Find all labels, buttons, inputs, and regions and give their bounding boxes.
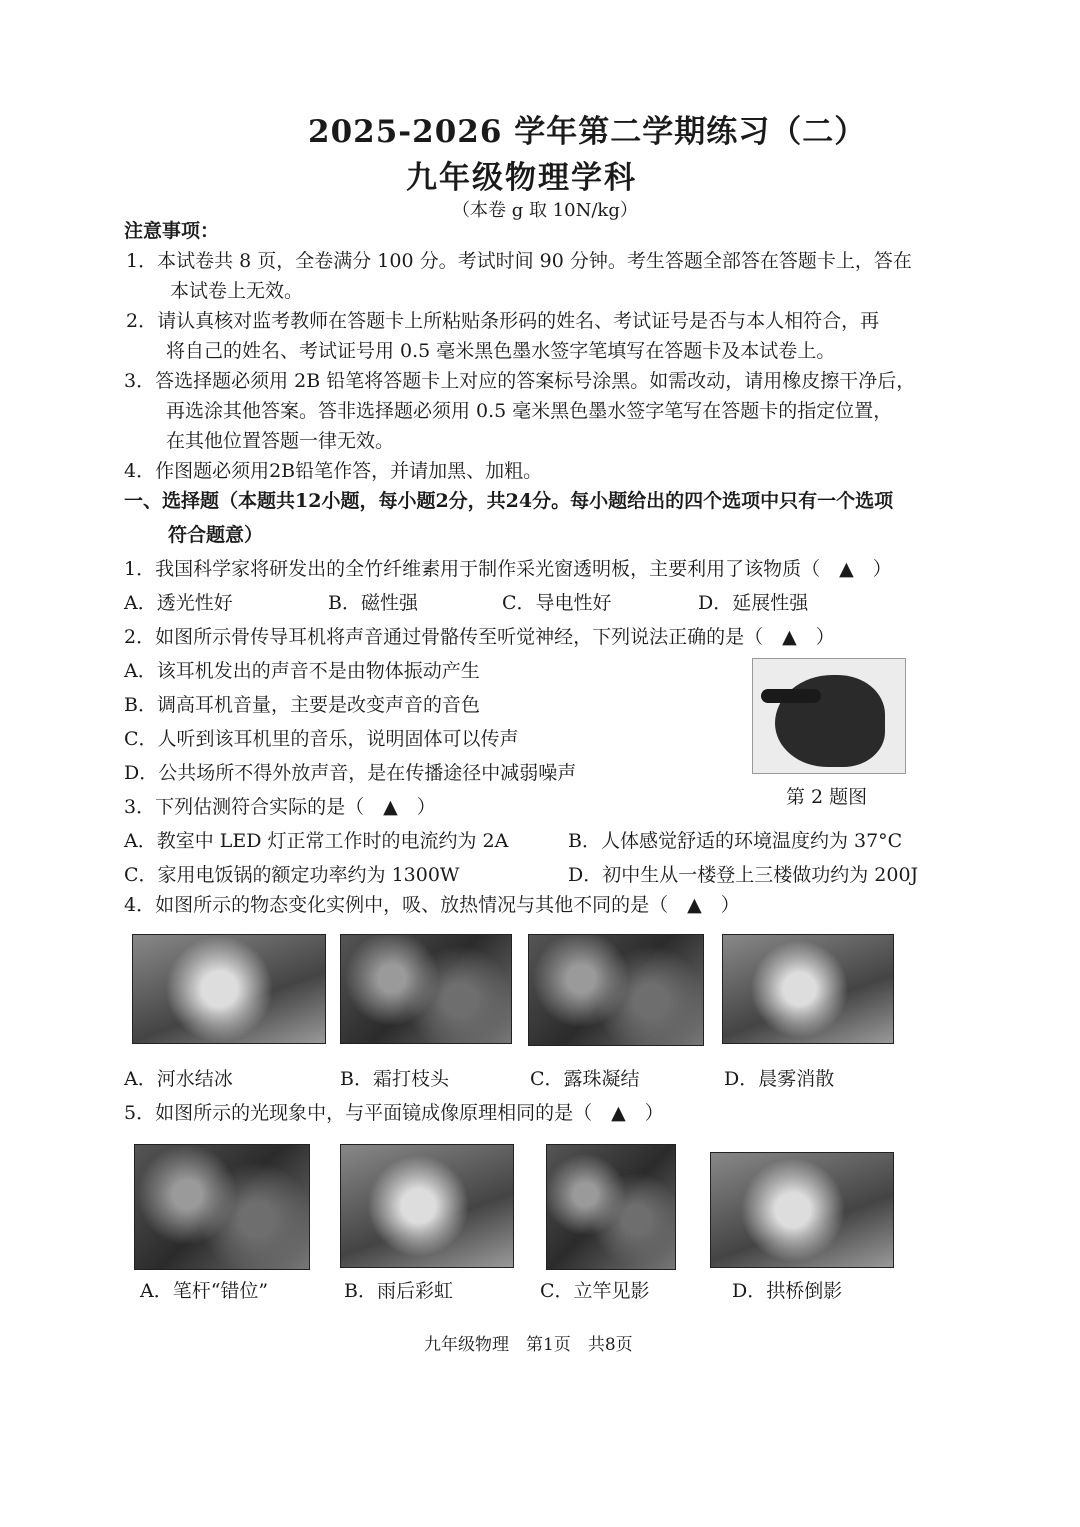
q4-option-d: D．晨雾消散: [724, 1068, 835, 1090]
q4-option-a: A．河水结冰: [124, 1068, 233, 1090]
q2-stem: 2．如图所示骨传导耳机将声音通过骨骼传至听觉神经，下列说法正确的是（ ▲ ）: [124, 626, 835, 648]
q5-figure-b: [340, 1144, 514, 1268]
exam-subtitle: 九年级物理学科: [406, 160, 637, 196]
notice-2-line-2: 将自己的姓名、考试证号用 0.5 毫米黑色墨水签字笔填写在答题卡及本试卷上。: [166, 340, 836, 362]
q1-stem: 1．我国科学家将研发出的全竹纤维素用于制作采光窗透明板，主要利用了该物质（ ▲ ）: [124, 558, 892, 580]
page-footer: 九年级物理 第1页 共8页: [424, 1335, 633, 1355]
notice-1-line-2: 本试卷上无效。: [170, 280, 304, 302]
q5-option-c: C．立竿见影: [540, 1280, 650, 1302]
q4-option-c: C．露珠凝结: [530, 1068, 640, 1090]
q4-figure-d: [722, 934, 894, 1044]
notice-3-line-1: 3．答选择题必须用 2B 铅笔将答题卡上对应的答案标号涂黑。如需改动，请用橡皮擦干净后，: [124, 370, 916, 392]
q2-option-c: C．人听到该耳机里的音乐，说明固体可以传声: [124, 728, 519, 750]
q2-option-a: A．该耳机发出的声音不是由物体振动产生: [124, 660, 480, 682]
q5-option-a: A．笔杆“错位”: [140, 1280, 269, 1302]
notice-3-line-3: 在其他位置答题一律无效。: [166, 430, 395, 452]
notice-2-line-1: 2．请认真核对监考教师在答题卡上所粘贴条形码的姓名、考试证号是否与本人相符合，再: [126, 310, 880, 332]
q2-headphone-figure: [752, 658, 906, 774]
q3-stem: 3．下列估测符合实际的是（ ▲ ）: [124, 796, 436, 818]
notice-1-line-1: 1．本试卷共 8 页，全卷满分 100 分。考试时间 90 分钟。考生答题全部答在答题卡上，答在: [126, 250, 912, 272]
q3-option-d: D．初中生从一楼登上三楼做功约为 200J: [568, 864, 919, 886]
q2-option-d: D．公共场所不得外放声音，是在传播途径中减弱噪声: [124, 762, 577, 784]
q3-option-b: B．人体感觉舒适的环境温度约为 37°C: [568, 830, 903, 852]
q5-figure-c: [546, 1144, 676, 1270]
q5-stem: 5．如图所示的光现象中，与平面镜成像原理相同的是（ ▲ ）: [124, 1102, 664, 1124]
q5-option-b: B．雨后彩虹: [344, 1280, 453, 1302]
q4-figure-b: [340, 934, 512, 1044]
gravity-note: （本卷 g 取 10N/kg）: [452, 200, 638, 221]
q1-option-a: A．透光性好: [124, 592, 233, 614]
q1-option-d: D．延展性强: [698, 592, 809, 614]
section-1-heading: 一、选择题（本题共12小题，每小题2分，共24分。每小题给出的四个选项中只有一个选项: [124, 490, 894, 512]
notice-heading: 注意事项：: [124, 220, 220, 242]
exam-title: 2025-2026 学年第二学期练习（二）: [308, 114, 867, 150]
q3-option-a: A．教室中 LED 灯正常工作时的电流约为 2A: [124, 830, 509, 852]
q4-stem: 4．如图所示的物态变化实例中，吸、放热情况与其他不同的是（ ▲ ）: [124, 894, 740, 916]
q5-option-d: D．拱桥倒影: [732, 1280, 843, 1302]
section-1-heading-cont: 符合题意）: [168, 524, 264, 546]
q2-option-b: B．调高耳机音量，主要是改变声音的音色: [124, 694, 480, 716]
q2-figure-caption: 第 2 题图: [786, 786, 868, 808]
q3-option-c: C．家用电饭锅的额定功率约为 1300W: [124, 864, 460, 886]
q4-figure-a: [132, 934, 326, 1044]
q1-option-b: B．磁性强: [328, 592, 418, 614]
q5-figure-d: [710, 1152, 894, 1268]
q5-figure-a: [134, 1144, 310, 1270]
q4-option-b: B．霜打枝头: [340, 1068, 449, 1090]
notice-3-line-2: 再选涂其他答案。答非选择题必须用 0.5 毫米黑色墨水签字笔写在答题卡的指定位置，: [166, 400, 893, 422]
q1-option-c: C．导电性好: [502, 592, 612, 614]
q4-figure-c: [528, 934, 704, 1046]
notice-4-line-1: 4．作图题必须用2B铅笔作答，并请加黑、加粗。: [124, 460, 543, 482]
